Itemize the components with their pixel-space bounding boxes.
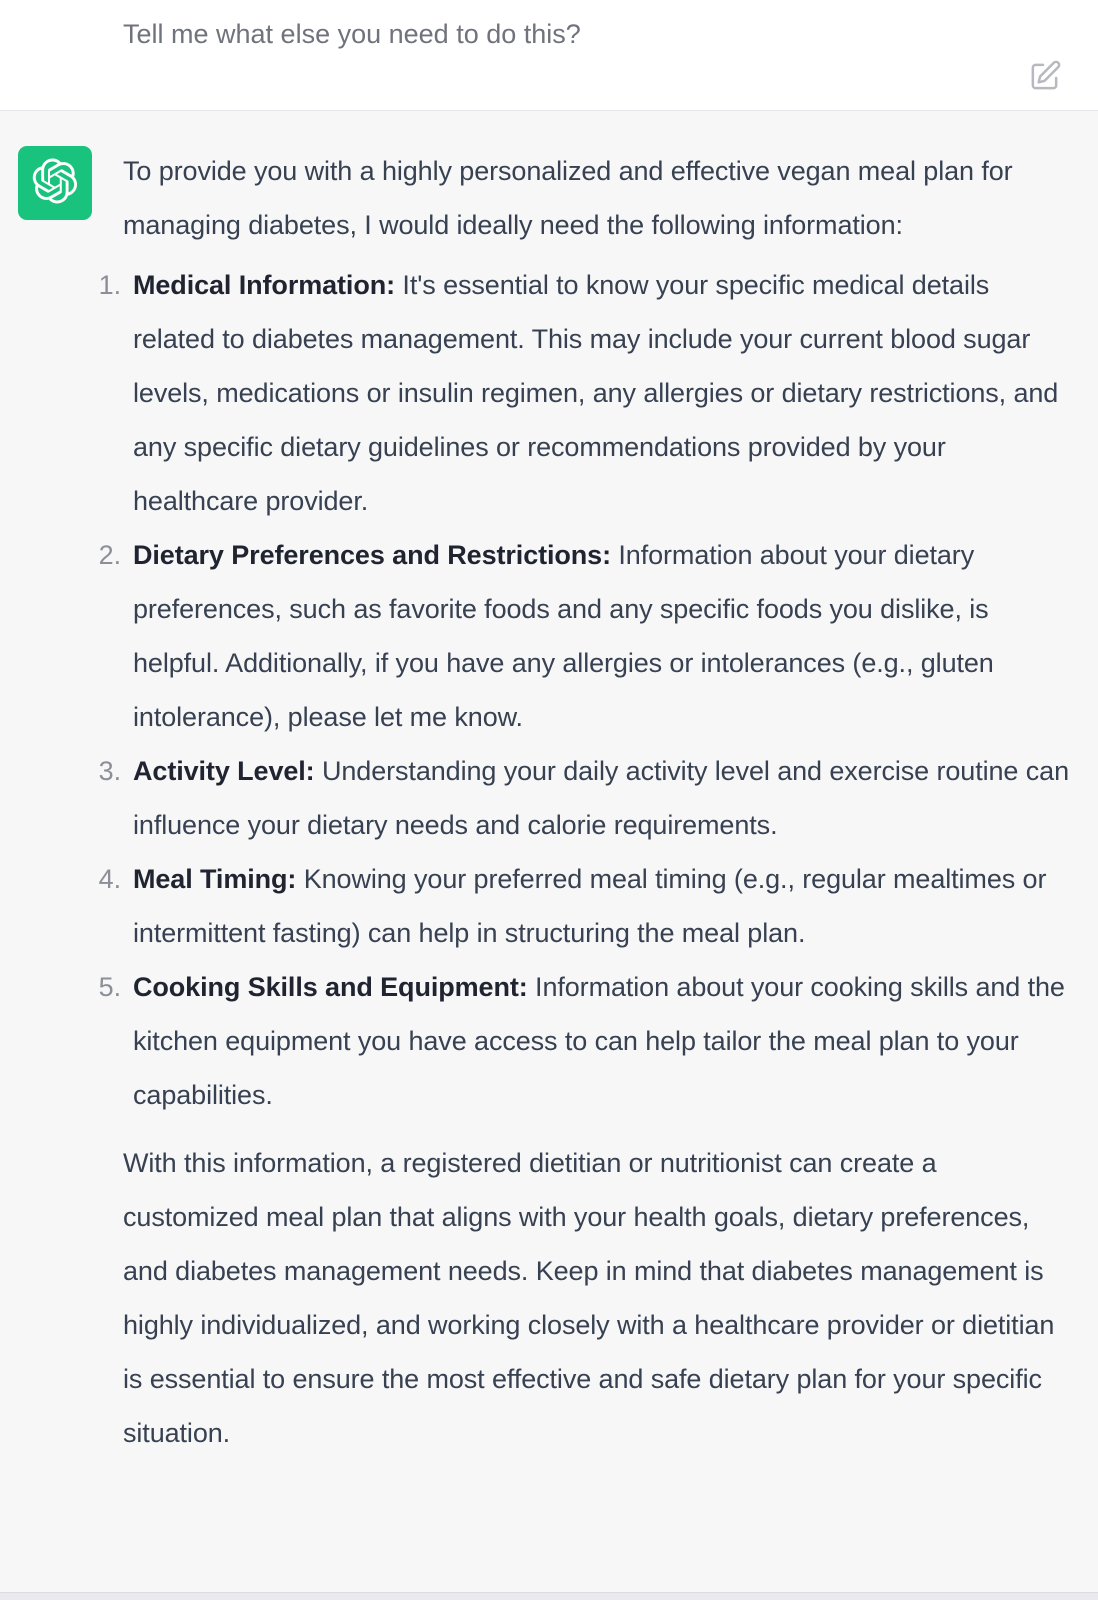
- assistant-outro-paragraph: With this information, a registered dietitian or nutritionist can create a customized meal plan that aligns with your health goals, dietary preferences, and diabetes management needs. Keep in mind that diabetes management is highly individualized, and working closely with a healthcare provider or dietitian is essential to ensure the most effective and safe dietary plan for your specific situation.: [123, 1148, 1055, 1448]
- list-item-text: Information about your cooking skills and the kitchen equipment you have access to can help tailor the meal plan to your capabilities.: [133, 972, 1065, 1110]
- list-item-number: 1.: [98, 270, 121, 300]
- bottom-divider: [0, 1592, 1098, 1600]
- list-item-number: 5.: [98, 972, 121, 1002]
- list-item-text: It's essential to know your specific medical details related to diabetes management. This may include your current blood sugar levels, medications or insulin regimen, any allergies or dietary restrictions, and any specific dietary guidelines or recommendations provided by your healthcare provider.: [133, 270, 1059, 516]
- list-item-title: Activity Level:: [133, 756, 315, 786]
- assistant-intro-paragraph: To provide you with a highly personalized and effective vegan meal plan for managing diabetes, I would ideally need the following information:: [123, 156, 1013, 240]
- list-item: [98, 852, 1071, 960]
- numbered-list: [98, 258, 1071, 1122]
- list-item-title: Meal Timing:: [133, 864, 297, 894]
- list-item-number: 4.: [98, 864, 121, 894]
- user-message-row: [0, 0, 1098, 110]
- list-item-number: 2.: [98, 540, 121, 570]
- list-item: [98, 258, 1071, 528]
- list-item-number: 3.: [98, 756, 121, 786]
- assistant-message-content: [98, 144, 1071, 1460]
- list-item: [98, 960, 1071, 1122]
- openai-logo-icon: [32, 158, 78, 209]
- edit-message-button[interactable]: [1027, 59, 1062, 94]
- list-item-text: Understanding your daily activity level and exercise routine can influence your dietary needs and calorie requirements.: [133, 756, 1069, 840]
- assistant-message-row: [0, 110, 1098, 1600]
- chatgpt-avatar: [18, 146, 92, 220]
- list-item-title: Medical Information:: [133, 270, 396, 300]
- user-message-text: Tell me what else you need to do this?: [123, 19, 581, 49]
- list-item-title: Cooking Skills and Equipment:: [133, 972, 528, 1002]
- list-item-title: Dietary Preferences and Restrictions:: [133, 540, 611, 570]
- edit-pencil-icon: [1027, 59, 1062, 94]
- list-item-text: Knowing your preferred meal timing (e.g., regular mealtimes or intermittent fasting) can help in structuring the meal plan.: [133, 864, 1047, 948]
- list-item-text: Information about your dietary preferences, such as favorite foods and any specific foods you dislike, is helpful. Additionally, if you have any allergies or intolerances (e.g., gluten intolerance), please let me know.: [133, 540, 994, 732]
- list-item: [98, 744, 1071, 852]
- list-item: [98, 528, 1071, 744]
